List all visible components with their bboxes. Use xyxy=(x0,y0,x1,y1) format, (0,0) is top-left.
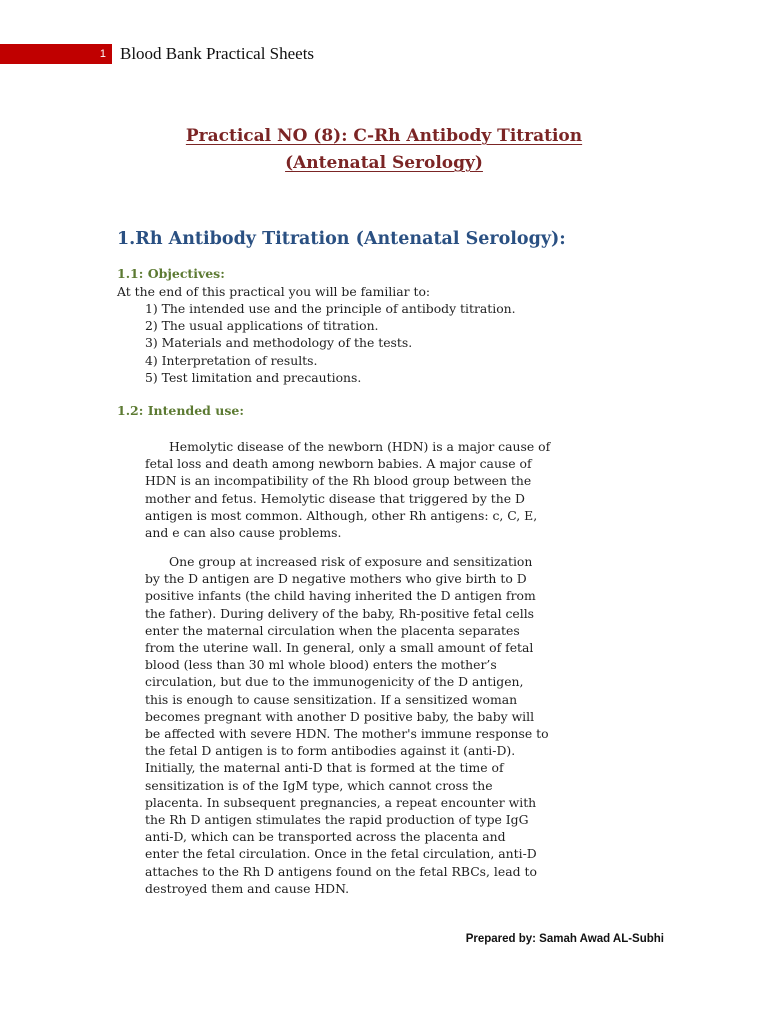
paragraph-line: antigen is most common. Although, other Rh antigens: c, C, E, xyxy=(145,507,538,523)
paragraph-line: Initially, the maternal anti-D that is formed at the time of xyxy=(145,760,504,776)
header-title: Blood Bank Practical Sheets xyxy=(120,44,315,63)
paragraph-line: mother and fetus. Hemolytic disease that triggered by the D xyxy=(145,490,525,506)
paragraph-line: One group at increased risk of exposure and sensitization xyxy=(169,554,533,569)
paragraph-line: positive infants (the child having inherited the D antigen from xyxy=(145,588,536,604)
paragraph-line: the fetal D antigen is to form antibodies against it (anti-D). xyxy=(145,743,516,759)
intended-use-heading: 1.2: Intended use: xyxy=(117,403,244,418)
paragraph-line: this is enough to cause sensitization. If a sensitized woman xyxy=(145,691,518,707)
paragraph-line: blood (less than 30 ml whole blood) enters the mother’s xyxy=(145,657,497,673)
paragraph-line: by the D antigen are D negative mothers who give birth to D xyxy=(145,571,527,587)
paragraph-line: from the uterine wall. In general, only a small amount of fetal xyxy=(145,640,534,656)
objective-item: 4) Interpretation of results. xyxy=(145,353,318,368)
page-number: 1 xyxy=(99,48,106,60)
paragraph-line: anti-D, which can be transported across the placenta and xyxy=(145,829,506,845)
intended-use-paragraph-2 xyxy=(145,553,627,897)
paragraph-line: becomes pregnant with another D positive baby, the baby will xyxy=(145,708,535,724)
paragraph-line: circulation, but due to the immunogenicity of the D antigen, xyxy=(145,674,524,690)
page-number-badge xyxy=(0,44,112,64)
paragraph-line: fetal loss and death among newborn babies. A major cause of xyxy=(145,456,532,472)
paragraph-line: sensitization is of the IgM type, which cannot cross the xyxy=(145,777,493,793)
paragraph-line: destroyed them and cause HDN. xyxy=(145,880,350,896)
paragraph-line: enter the fetal circulation. Once in the fetal circulation, anti-D xyxy=(145,846,537,862)
objective-item: 1) The intended use and the principle of antibody titration. xyxy=(145,301,516,316)
intended-use-paragraph-1 xyxy=(145,438,627,541)
practical-title-line2: (Antenatal Serology) xyxy=(285,153,483,173)
objective-item: 3) Materials and methodology of the tests. xyxy=(145,335,413,350)
paragraph-line: the Rh D antigen stimulates the rapid production of type IgG xyxy=(145,812,529,828)
objective-item: 5) Test limitation and precautions. xyxy=(145,370,362,385)
paragraph-line: enter the maternal circulation when the placenta separates xyxy=(145,622,520,638)
section-heading: 1.Rh Antibody Titration (Antenatal Serology): xyxy=(117,229,566,249)
prepared-by-footer: Prepared by: Samah Awad AL-Subhi xyxy=(465,933,664,945)
paragraph-line: and e can also cause problems. xyxy=(145,525,342,541)
paragraph-line: be affected with severe HDN. The mother's immune response to xyxy=(145,726,549,742)
objectives-intro: At the end of this practical you will be familiar to: xyxy=(117,284,431,299)
paragraph-line: attaches to the Rh D antigens found on the fetal RBCs, lead to xyxy=(145,863,537,879)
paragraph-line: Hemolytic disease of the newborn (HDN) is a major cause of xyxy=(169,439,551,454)
paragraph-line: HDN is an incompatibility of the Rh blood group between the xyxy=(145,473,532,489)
paragraph-line: the father). During delivery of the baby, Rh-positive fetal cells xyxy=(145,605,535,621)
objective-item: 2) The usual applications of titration. xyxy=(145,318,379,333)
objectives-heading: 1.1: Objectives: xyxy=(117,266,225,281)
practical-title-line1: Practical NO (8): C-Rh Antibody Titration xyxy=(185,126,583,146)
paragraph-line: placenta. In subsequent pregnancies, a repeat encounter with xyxy=(145,794,537,810)
